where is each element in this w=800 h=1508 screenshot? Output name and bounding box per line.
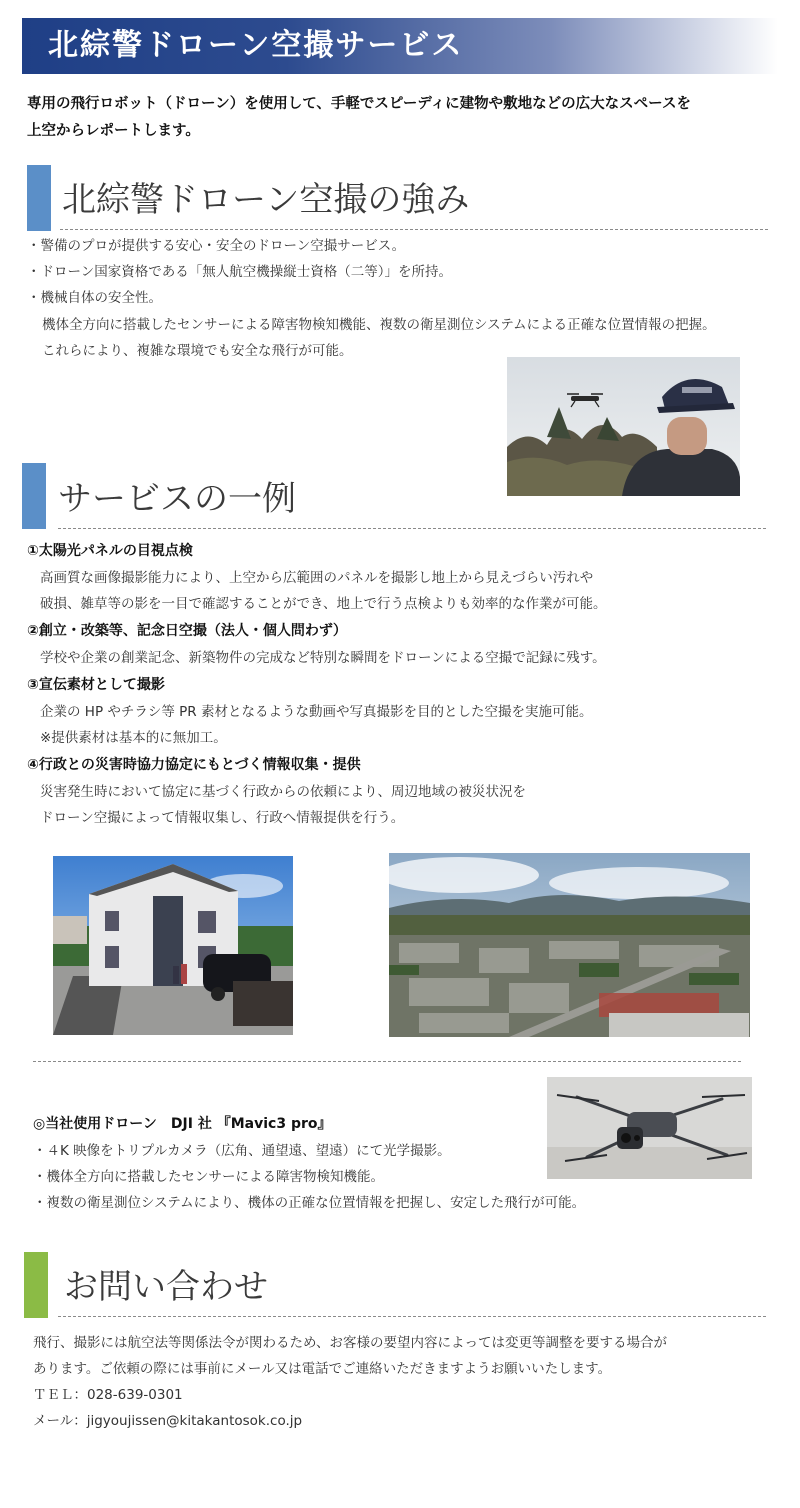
page-title: 北綜警ドローン空撮サービス [48, 28, 464, 63]
drone-line-1: ・４K 映像をトリプルカメラ（広角、通望遠、望遠）にて光学撮影。 [33, 1143, 451, 1159]
strength-line-4: 機体全方向に搭載したセンサーによる障害物検知機能、複数の衛星測位システムによる正確な位置情報の把握。 [42, 317, 716, 333]
service-3-line-1: 企業の HP やチラシ等 PR 素材となるような動画や写真撮影を目的とした空撮を実施可能。 [40, 704, 593, 720]
intro-line-1: 専用の飛行ロボット（ドローン）を使用して、手軽でスピーディに建物や敷地などの広大なスペースを [27, 96, 691, 112]
section-bar-strengths [27, 165, 51, 231]
section-bar-services [22, 463, 46, 529]
divider [58, 528, 766, 529]
service-1-line-2: 破損、雑草等の影を一目で確認することができ、地上で行う点検よりも効率的な作業が可能。 [40, 596, 607, 612]
heading-contact: お問い合わせ [64, 1267, 268, 1307]
service-1-line-1: 高画質な画像撮影能力により、上空から広範囲のパネルを撮影し地上から見えづらい汚れや [40, 570, 594, 586]
contact-email[interactable]: メール：jigyoujissen@kitakantosok.co.jp [33, 1413, 303, 1429]
intro-line-2: 上空からレポートします。 [27, 123, 200, 139]
section-bar-contact [24, 1252, 48, 1318]
contact-line-2: あります。ご依頼の際には事前にメール又は電話でご連絡いただきますようお願いいたします。 [33, 1361, 612, 1377]
divider [33, 1061, 741, 1062]
drone-title: ◎当社使用ドローン DJI 社 『Mavic3 pro』 [33, 1116, 332, 1132]
drone-line-2: ・機体全方向に搭載したセンサーによる障害物検知機能。 [33, 1169, 384, 1185]
heading-services: サービスの一例 [58, 479, 296, 519]
aerial-city-photo [389, 853, 750, 1037]
service-title-2: ②創立・改築等、記念日空撮（法人・個人問わず） [27, 623, 347, 639]
divider [58, 1316, 766, 1317]
house-photo [53, 856, 293, 1035]
strength-line-1: ・警備のプロが提供する安心・安全のドローン空撮サービス。 [27, 238, 406, 254]
service-4-line-2: ドローン空撮によって情報収集し、行政へ情報提供を行う。 [40, 810, 405, 826]
contact-tel[interactable]: ＴＥＬ：028-639-0301 [33, 1387, 183, 1403]
service-title-3: ③宣伝素材として撮影 [27, 677, 165, 693]
heading-strengths: 北綜警ドローン空撮の強み [62, 180, 470, 220]
service-title-1: ①太陽光パネルの目視点検 [27, 543, 193, 559]
service-2-line-1: 学校や企業の創業記念、新築物件の完成など特別な瞬間をドローンによる空撮で記録に残す。 [40, 650, 606, 666]
strength-line-5: これらにより、複雑な環境でも安全な飛行が可能。 [42, 343, 353, 359]
contact-line-1: 飛行、撮影には航空法等関係法令が関わるため、お客様の要望内容によっては変更等調整を要する場合が [33, 1335, 667, 1351]
drone-operator-photo [507, 357, 740, 496]
mavic-drone-photo [547, 1077, 752, 1179]
divider [60, 229, 768, 230]
service-3-line-2: ※提供素材は基本的に無加工。 [40, 730, 227, 746]
drone-line-3: ・複数の衛星測位システムにより、機体の正確な位置情報を把握し、安定した飛行が可能。 [33, 1195, 586, 1211]
service-4-line-1: 災害発生時において協定に基づく行政からの依頼により、周辺地域の被災状況を [40, 784, 526, 800]
strength-line-3: ・機械自体の安全性。 [27, 290, 162, 306]
strength-line-2: ・ドローン国家資格である「無人航空機操縦士資格（二等）」を所持。 [27, 264, 452, 280]
service-title-4: ④行政との災害時協力協定にもとづく情報収集・提供 [27, 757, 361, 773]
